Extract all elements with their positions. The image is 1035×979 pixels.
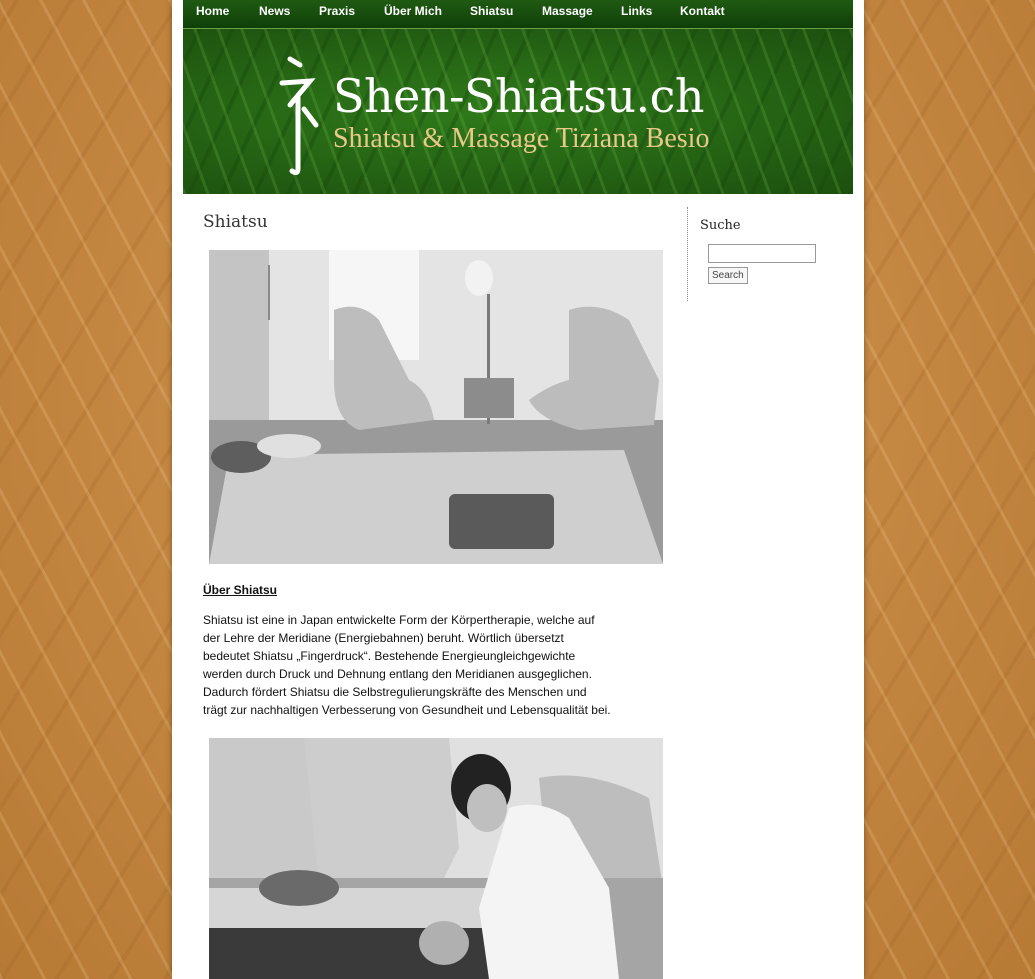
nav-item-home[interactable]: Home: [196, 4, 230, 18]
nav-item-ueber-mich[interactable]: Über Mich: [384, 4, 443, 18]
nav-item-massage[interactable]: Massage: [542, 4, 593, 18]
nav-item-shiatsu[interactable]: Shiatsu: [470, 4, 514, 18]
page-title: Shiatsu: [203, 212, 268, 232]
main-navigation: [183, 0, 853, 29]
nav-item-praxis[interactable]: Praxis: [319, 4, 356, 18]
search-button[interactable]: Search: [708, 267, 748, 284]
site-subtitle: Shiatsu & Massage Tiziana Besio: [333, 123, 710, 154]
description-line: trägt zur nachhaltigen Verbesserung von Gesundheit und Lebensqualität bei.: [203, 703, 611, 717]
description-line: Shiatsu ist eine in Japan entwickelte Form der Körpertherapie, welche auf: [203, 613, 595, 627]
sidebar-divider: [687, 207, 688, 301]
description-line: bedeutet Shiatsu „Fingerdruck“. Bestehende Energieungleichgewichte: [203, 649, 576, 663]
shiatsu-treatment-photo: [209, 738, 663, 979]
header-banner[interactable]: [183, 29, 853, 194]
site-title: Shen-Shiatsu.ch: [333, 69, 705, 123]
description-line: werden durch Druck und Dehnung entlang den Meridianen ausgeglichen.: [203, 667, 592, 681]
treatment-room-photo: [209, 250, 663, 564]
nav-item-news[interactable]: News: [259, 4, 291, 18]
description-line: der Lehre der Meridiane (Energiebahnen) beruht. Wörtlich übersetzt: [203, 631, 564, 645]
nav-item-kontakt[interactable]: Kontakt: [680, 4, 725, 18]
nav-item-links[interactable]: Links: [621, 4, 653, 18]
page-container: [172, 0, 864, 979]
search-widget-title: Suche: [700, 218, 741, 233]
shen-logo-icon: [276, 53, 326, 177]
shiatsu-description: [203, 611, 655, 719]
search-input[interactable]: [708, 244, 816, 263]
section-heading: Über Shiatsu: [203, 583, 278, 597]
description-line: Dadurch fördert Shiatsu die Selbstregulierungskräfte des Menschen und: [203, 685, 587, 699]
